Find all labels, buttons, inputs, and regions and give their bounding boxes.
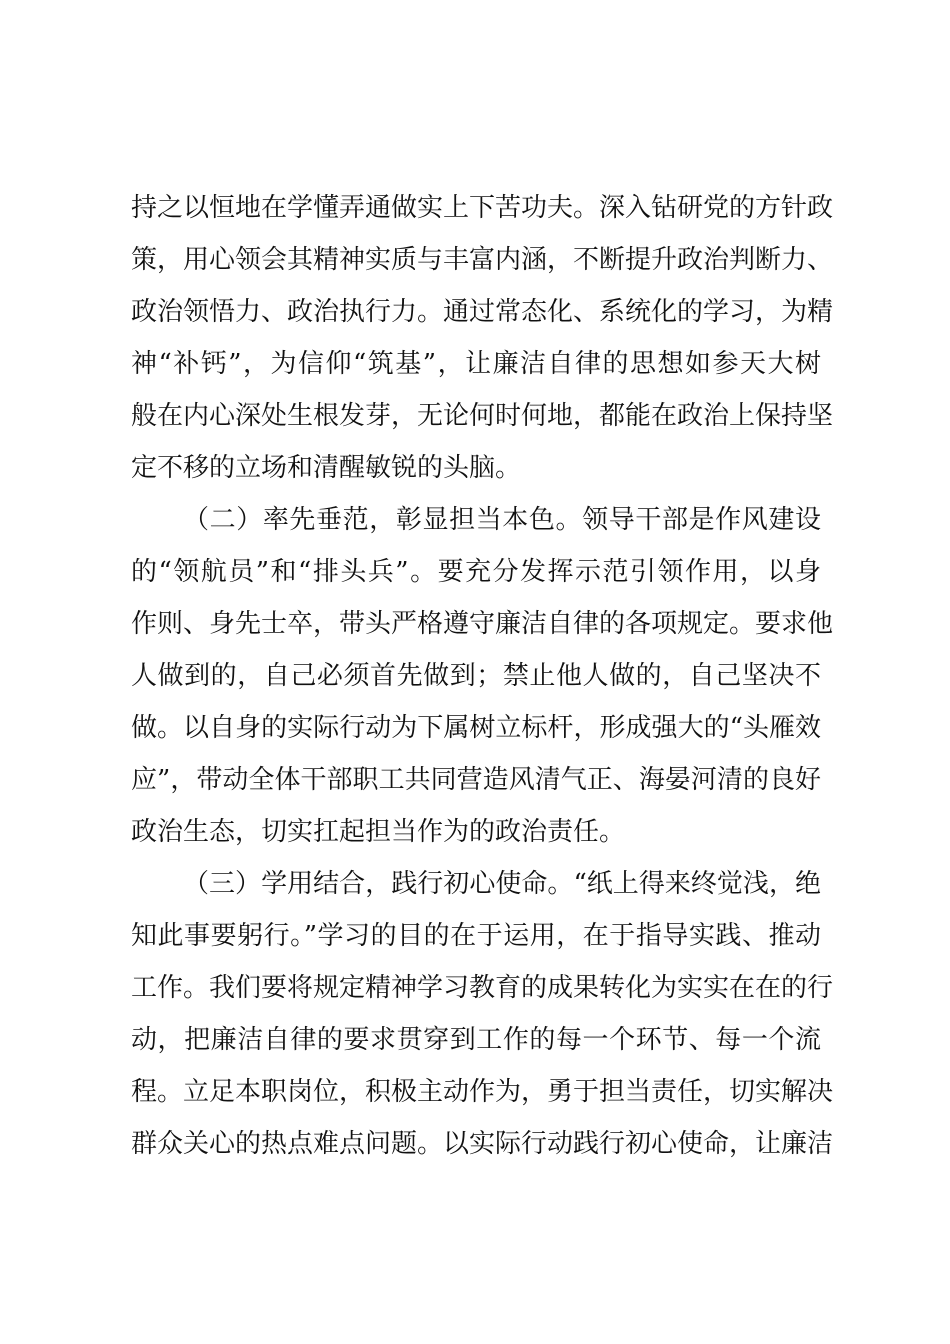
text-line: 的“领航员”和“排头兵”。要充分发挥示范引领作用，以身	[131, 557, 821, 587]
section-heading-line: （三）学用结合，践行初心使命。“纸上得来终觉浅，绝	[183, 869, 821, 899]
text-line: 人做到的，自己必须首先做到；禁止他人做的，自己坚决不	[131, 661, 821, 691]
text-line: 作则、身先士卒，带头严格遵守廉洁自律的各项规定。要求他	[131, 609, 834, 639]
text-line: 般在内心深处生根发芽，无论何时何地，都能在政治上保持坚	[131, 401, 834, 431]
text-line: 策，用心领会其精神实质与丰富内涵，不断提升政治判断力、	[131, 245, 834, 275]
text-line: 神“补钙”，为信仰“筑基”，让廉洁自律的思想如参天大树	[131, 349, 821, 379]
text-line: 做。以自身的实际行动为下属树立标杆，形成强大的“头雁效	[131, 713, 821, 743]
section-heading-line: （二）率先垂范，彰显担当本色。领导干部是作风建设	[183, 505, 821, 535]
text-line: 工作。我们要将规定精神学习教育的成果转化为实实在在的行	[131, 973, 834, 1003]
text-line: 群众关心的热点难点问题。以实际行动践行初心使命，让廉洁	[131, 1129, 834, 1159]
text-line: 知此事要躬行。”学习的目的在于运用，在于指导实践、推动	[131, 921, 821, 951]
text-line: 定不移的立场和清醒敏锐的头脑。	[131, 453, 522, 483]
text-line: 动，把廉洁自律的要求贯穿到工作的每一个环节、每一个流	[131, 1025, 821, 1055]
text-line: 政治生态，切实扛起担当作为的政治责任。	[131, 817, 626, 847]
text-line: 政治领悟力、政治执行力。通过常态化、系统化的学习，为精	[131, 297, 834, 327]
text-line: 持之以恒地在学懂弄通做实上下苦功夫。深入钻研党的方针政	[131, 193, 834, 223]
text-line: 应”，带动全体干部职工共同营造风清气正、海晏河清的良好	[131, 765, 821, 795]
document-body	[131, 188, 834, 1176]
text-line: 程。立足本职岗位，积极主动作为，勇于担当责任，切实解决	[131, 1077, 834, 1107]
